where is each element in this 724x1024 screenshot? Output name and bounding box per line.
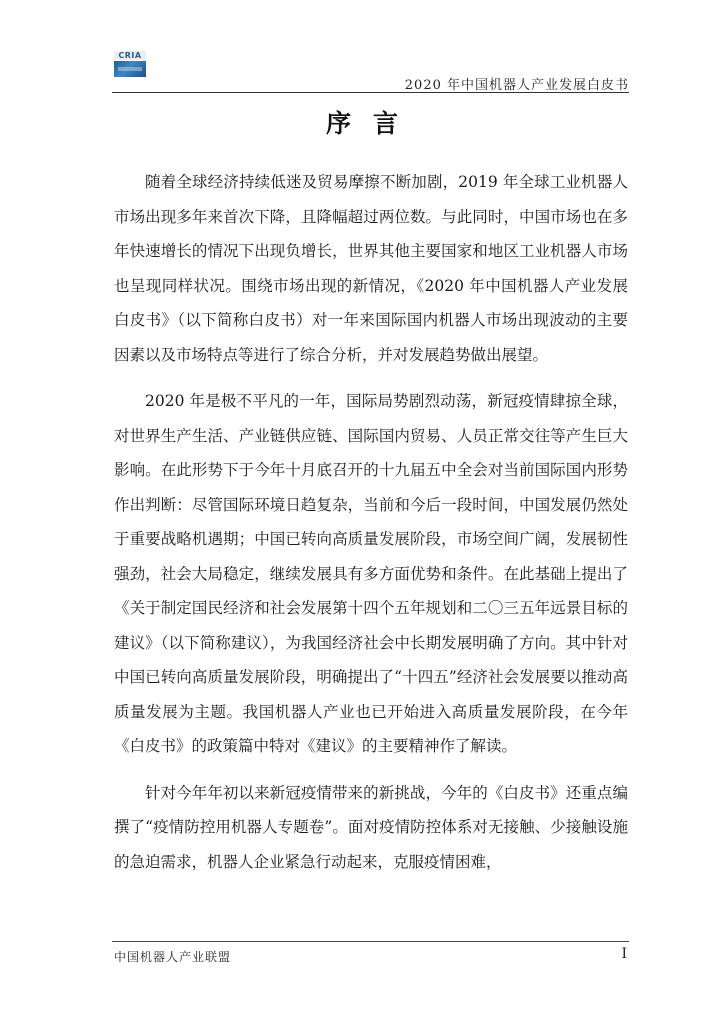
body-text (114, 165, 628, 891)
footer-rule (112, 941, 629, 942)
footer-org: 中国机器人产业联盟 (114, 950, 232, 964)
paragraph-3: 针对今年年初以来新冠疫情带来的新挑战，今年的《白皮书》还重点编撰了“疫情防控用机器人专题卷”。面对疫情防控体系对无接触、少接触设施的急迫需求，机器人企业紧急行动起来，克服疫情困难， (114, 783, 628, 871)
header-title: 2020 年中国机器人产业发展白皮书 (404, 78, 629, 93)
logo-text: CRIA (114, 51, 146, 60)
logo-mark-icon (114, 61, 146, 77)
header-rule (112, 92, 629, 93)
page-heading: 序言 (325, 109, 420, 138)
cria-logo (114, 51, 146, 77)
page-number: I (621, 946, 627, 962)
paragraph-1: 随着全球经济持续低迷及贸易摩擦不断加剧，2019 年全球工业机器人市场出现多年来首次下降，且降幅超过两位数。与此同时，中国市场也在多年快速增长的情况下出现负增长，世界其他主要国家和地区工业机器人市场也呈现同样状况。围绕市场出现的新情况，《2020 年中国机器人产业发展白皮书》（以下简称白皮书）对一年来国际国内机器人市场出现波动的主要因素以及市场特点等进行了综合分析，并对发展趋势做出展望。 (114, 173, 628, 364)
paragraph-2: 2020 年是极不平凡的一年，国际局势剧烈动荡，新冠疫情肆掠全球，对世界生产生活、产业链供应链、国际国内贸易、人员正常交往等产生巨大影响。在此形势下于今年十月底召开的十九届五中全会对当前国际国内形势作出判断：尽管国际环境日趋复杂，当前和今后一段时间，中国发展仍然处于重要战略机遇期；中国已转向高质量发展阶段，市场空间广阔，发展韧性强劲，社会大局稳定，继续发展具有多方面优势和条件。在此基础上提出了《关于制定国民经济和社会发展第十四个五年规划和二〇三五年远景目标的建议》（以下简称建议），为我国经济社会中长期发展明确了方向。其中针对中国已转向高质量发展阶段，明确提出了“十四五”经济社会发展要以推动高质量发展为主题。我国机器人产业也已开始进入高质量发展阶段，在今年《白皮书》的政策篇中特对《建议》的主要精神作了解读。 (114, 392, 628, 755)
